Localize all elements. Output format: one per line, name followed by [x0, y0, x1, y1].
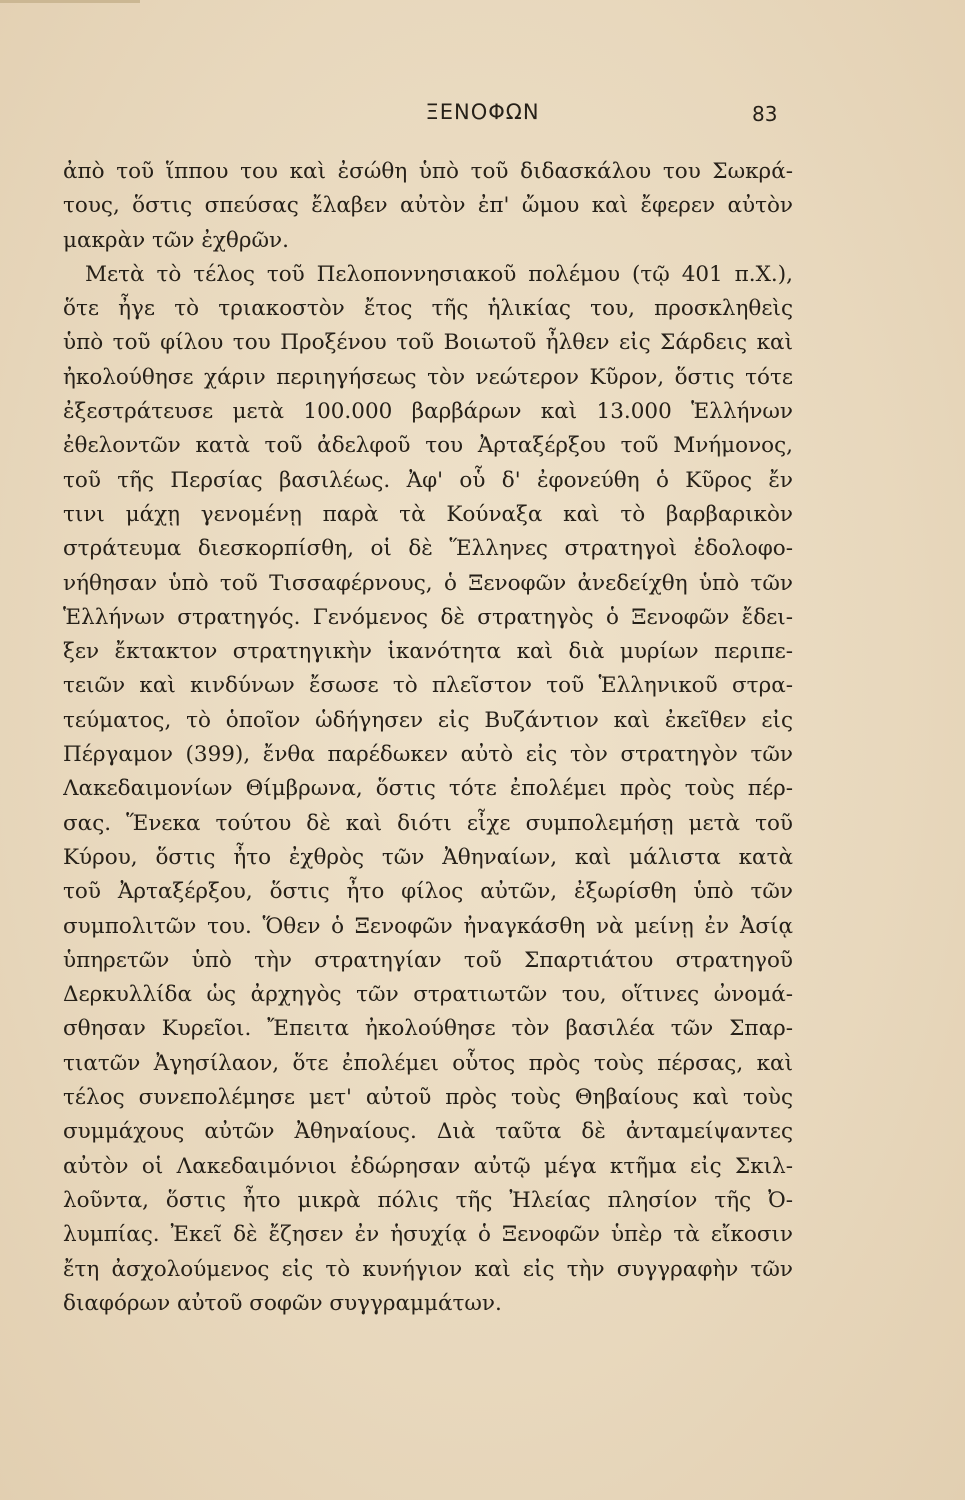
- text-line: τοῦ Ἀρταξέρξου, ὅστις ἦτο φίλος αὐτῶν, ἐξωρίσθη ὑπὸ τῶν: [63, 879, 793, 905]
- text-line: λοῦντα, ὅστις ἦτο μικρὰ πόλις τῆς Ἠλείας πλησίον τῆς Ὀ-: [63, 1187, 793, 1213]
- text-line: Μετὰ τὸ τέλος τοῦ Πελοποννησιακοῦ πολέμου (τῷ 401 π.Χ.),: [85, 261, 793, 287]
- text-line: ἐξεστράτευσε μετὰ 100.000 βαρβάρων καὶ 13.000 Ἑλλήνων: [63, 399, 793, 425]
- top-edge-rule: [0, 0, 140, 3]
- text-line: μακρὰν τῶν ἐχθρῶν.: [63, 227, 289, 253]
- text-line: λυμπίας. Ἐκεῖ δὲ ἔζησεν ἐν ἡσυχίᾳ ὁ Ξενοφῶν ὑπὲρ τὰ εἴκοσιν: [63, 1222, 793, 1248]
- text-line: σθησαν Κυρεῖοι. Ἔπειτα ἠκολούθησε τὸν βασιλέα τῶν Σπαρ-: [63, 1016, 793, 1042]
- page-number: 83: [752, 102, 778, 126]
- text-line: τιατῶν Ἀγησίλαον, ὅτε ἐπολέμει οὗτος πρὸς τοὺς πέρσας, καὶ: [63, 1050, 793, 1076]
- text-line: ὑπὸ τοῦ φίλου του Προξένου τοῦ Βοιωτοῦ ἦλθεν εἰς Σάρδεις καὶ: [63, 330, 793, 356]
- text-line: Λακεδαιμονίων Θίμβρωνα, ὅστις τότε ἐπολέμει πρὸς τοὺς πέρ-: [63, 776, 793, 802]
- text-line: τους, ὅστις σπεύσας ἔλαβεν αὐτὸν ἐπ' ὤμου καὶ ἔφερεν αὐτὸν: [63, 193, 793, 219]
- text-line: τέλος συνεπολέμησε μετ' αὐτοῦ πρὸς τοὺς Θηβαίους καὶ τοὺς: [63, 1085, 793, 1111]
- text-line: νήθησαν ὑπὸ τοῦ Τισσαφέρνους, ὁ Ξενοφῶν ἀνεδείχθη ὑπὸ τῶν: [63, 570, 793, 596]
- text-line: ἠκολούθησε χάριν περιηγήσεως τὸν νεώτερον Κῦρον, ὅστις τότε: [63, 364, 793, 390]
- text-line: Κύρου, ὅστις ἦτο ἐχθρὸς τῶν Ἀθηναίων, καὶ μάλιστα κατὰ: [63, 844, 793, 870]
- text-line: ξεν ἔκτακτον στρατηγικὴν ἱκανότητα καὶ διὰ μυρίων περιπε-: [63, 639, 793, 665]
- text-line: τοῦ τῆς Περσίας βασιλέως. Ἀφ' οὗ δ' ἐφονεύθη ὁ Κῦρος ἔν: [63, 467, 793, 493]
- text-line: ὅτε ἦγε τὸ τριακοστὸν ἔτος τῆς ἡλικίας του, προσκληθεὶς: [63, 296, 793, 322]
- text-line: τινι μάχῃ γενομένῃ παρὰ τὰ Κούναξα καὶ τὸ βαρβαρικὸν: [63, 501, 793, 527]
- text-line: ἀπὸ τοῦ ἵππου του καὶ ἐσώθη ὑπὸ τοῦ διδασκάλου του Σωκρά-: [63, 159, 793, 184]
- text-line: Πέργαμον (399), ἔνθα παρέδωκεν αὐτὸ εἰς τὸν στρατηγὸν τῶν: [63, 742, 793, 768]
- text-line: Δερκυλλίδα ὡς ἀρχηγὸς τῶν στρατιωτῶν του, οἵτινες ὠνομά-: [63, 982, 793, 1008]
- running-title: ΞΕΝΟΦΩΝ: [425, 100, 540, 124]
- text-line: στράτευμα διεσκορπίσθη, οἱ δὲ Ἕλληνες στρατηγοὶ ἐδολοφο-: [63, 536, 793, 562]
- text-line: διαφόρων αὐτοῦ σοφῶν συγγραμμάτων.: [63, 1290, 502, 1316]
- text-line: αὐτὸν οἱ Λακεδαιμόνιοι ἐδώρησαν αὐτῷ μέγα κτῆμα εἰς Σκιλ-: [63, 1153, 793, 1179]
- text-line: τεύματος, τὸ ὁποῖον ὡδήγησεν εἰς Βυζάντιον καὶ ἐκεῖθεν εἰς: [63, 707, 793, 733]
- text-line: σας. Ἕνεκα τούτου δὲ καὶ διότι εἶχε συμπολεμήσῃ μετὰ τοῦ: [63, 810, 793, 836]
- text-line: ἔτη ἀσχολούμενος εἰς τὸ κυνήγιον καὶ εἰς τὴν συγγραφὴν τῶν: [63, 1256, 793, 1282]
- text-line: ἐθελοντῶν κατὰ τοῦ ἀδελφοῦ του Ἀρταξέρξου τοῦ Μνήμονος,: [63, 433, 793, 459]
- text-line: τειῶν καὶ κινδύνων ἔσωσε τὸ πλεῖστον τοῦ Ἑλληνικοῦ στρα-: [63, 673, 793, 699]
- text-line: συμμάχους αὐτῶν Ἀθηναίους. Διὰ ταῦτα δὲ ἀνταμείψαντες: [63, 1119, 793, 1145]
- text-line: ὑπηρετῶν ὑπὸ τὴν στρατηγίαν τοῦ Σπαρτιάτου στρατηγοῦ: [63, 947, 793, 973]
- body-text: [63, 155, 793, 1321]
- text-line: συμπολιτῶν του. Ὅθεν ὁ Ξενοφῶν ἠναγκάσθη νὰ μείνῃ ἐν Ἀσίᾳ: [63, 913, 793, 939]
- page-header: [0, 96, 965, 132]
- text-line: Ἑλλήνων στρατηγός. Γενόμενος δὲ στρατηγὸς ὁ Ξενοφῶν ἔδει-: [63, 604, 793, 630]
